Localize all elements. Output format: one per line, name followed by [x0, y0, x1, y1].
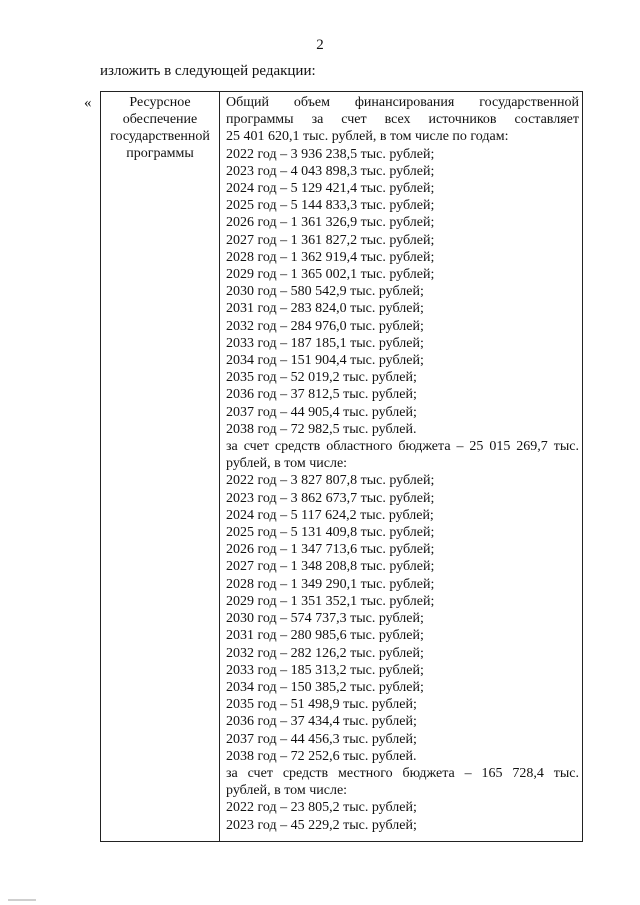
local-years-list — [226, 799, 579, 833]
regional-year-line: 2034 год – 150 385,2 тыс. рублей; — [226, 679, 424, 695]
total-year-line: 2032 год – 284 976,0 тыс. рублей; — [226, 318, 424, 334]
regional-year-line: 2026 год – 1 347 713,6 тыс. рублей; — [226, 542, 435, 558]
local-year-line: 2023 год – 45 229,2 тыс. рублей; — [226, 817, 417, 833]
resource-label-cell — [101, 94, 219, 162]
column-divider — [219, 92, 220, 841]
resource-label-line: программы — [126, 146, 194, 161]
total-year-line: 2037 год – 44 905,4 тыс. рублей; — [226, 404, 417, 420]
regional-year-line: 2022 год – 3 827 807,8 тыс. рублей; — [226, 473, 435, 489]
regional-year-line: 2028 год – 1 349 290,1 тыс. рублей; — [226, 576, 435, 592]
regional-year-line: 2032 год – 282 126,2 тыс. рублей; — [226, 645, 424, 661]
regional-budget-text: за счет средств областного бюджета – 25 015 269,7 тыс. — [226, 439, 579, 455]
page-number: 2 — [316, 37, 324, 53]
resource-label-line: государственной — [110, 129, 210, 144]
total-year-line: 2024 год – 5 129 421,4 тыс. рублей; — [226, 181, 435, 197]
regional-years-list — [226, 472, 579, 764]
total-year-line: 2028 год – 1 362 919,4 тыс. рублей; — [226, 249, 435, 265]
intro-text: изложить в следующей редакции: — [100, 63, 316, 79]
regional-year-line: 2031 год – 280 985,6 тыс. рублей; — [226, 628, 424, 644]
financing-text-cell — [226, 94, 579, 834]
resource-table — [100, 91, 583, 842]
opening-quote-mark: « — [84, 95, 92, 111]
total-financing-text: программы за счет всех источников составляет — [226, 112, 579, 128]
total-year-line: 2026 год – 1 361 326,9 тыс. рублей; — [226, 215, 435, 231]
regional-year-line: 2027 год – 1 348 208,8 тыс. рублей; — [226, 559, 435, 575]
scan-artifact-mark — [8, 899, 36, 901]
local-year-line: 2022 год – 23 805,2 тыс. рублей; — [226, 800, 417, 816]
total-year-line: 2034 год – 151 904,4 тыс. рублей; — [226, 353, 424, 369]
resource-label-line: Ресурсное — [129, 95, 191, 110]
total-year-line: 2031 год – 283 824,0 тыс. рублей; — [226, 301, 424, 317]
total-year-line: 2038 год – 72 982,5 тыс. рублей. — [226, 421, 417, 437]
total-financing-text: Общий объем финансирования государственной — [226, 95, 579, 110]
total-year-line: 2035 год – 52 019,2 тыс. рублей; — [226, 370, 417, 386]
total-year-line: 2030 год – 580 542,9 тыс. рублей; — [226, 284, 424, 300]
regional-year-line: 2033 год – 185 313,2 тыс. рублей; — [226, 662, 424, 678]
total-years-list — [226, 146, 579, 438]
regional-year-line: 2024 год – 5 117 624,2 тыс. рублей; — [226, 507, 434, 523]
total-financing-text: 25 401 620,1 тыс. рублей, в том числе по годам: — [226, 129, 509, 145]
total-year-line: 2025 год – 5 144 833,3 тыс. рублей; — [226, 198, 435, 214]
regional-year-line: 2023 год – 3 862 673,7 тыс. рублей; — [226, 490, 435, 506]
resource-label-line: обеспечение — [122, 112, 198, 127]
regional-budget-text: рублей, в том числе: — [226, 456, 348, 472]
total-year-line: 2023 год – 4 043 898,3 тыс. рублей; — [226, 163, 435, 179]
total-year-line: 2027 год – 1 361 827,2 тыс. рублей; — [226, 232, 435, 248]
local-budget-text: рублей, в том числе: — [226, 783, 348, 799]
local-budget-text: за счет средств местного бюджета – 165 728,4 тыс. — [226, 765, 579, 781]
regional-year-line: 2029 год – 1 351 352,1 тыс. рублей; — [226, 593, 435, 609]
total-year-line: 2036 год – 37 812,5 тыс. рублей; — [226, 387, 417, 403]
regional-year-line: 2038 год – 72 252,6 тыс. рублей. — [226, 748, 417, 764]
total-year-line: 2029 год – 1 365 002,1 тыс. рублей; — [226, 267, 435, 283]
regional-year-line: 2035 год – 51 498,9 тыс. рублей; — [226, 697, 417, 713]
total-year-line: 2022 год – 3 936 238,5 тыс. рублей; — [226, 146, 435, 162]
regional-year-line: 2037 год – 44 456,3 тыс. рублей; — [226, 731, 417, 747]
regional-year-line: 2036 год – 37 434,4 тыс. рублей; — [226, 714, 417, 730]
regional-year-line: 2025 год – 5 131 409,8 тыс. рублей; — [226, 525, 435, 541]
total-year-line: 2033 год – 187 185,1 тыс. рублей; — [226, 335, 424, 351]
regional-year-line: 2030 год – 574 737,3 тыс. рублей; — [226, 611, 424, 627]
